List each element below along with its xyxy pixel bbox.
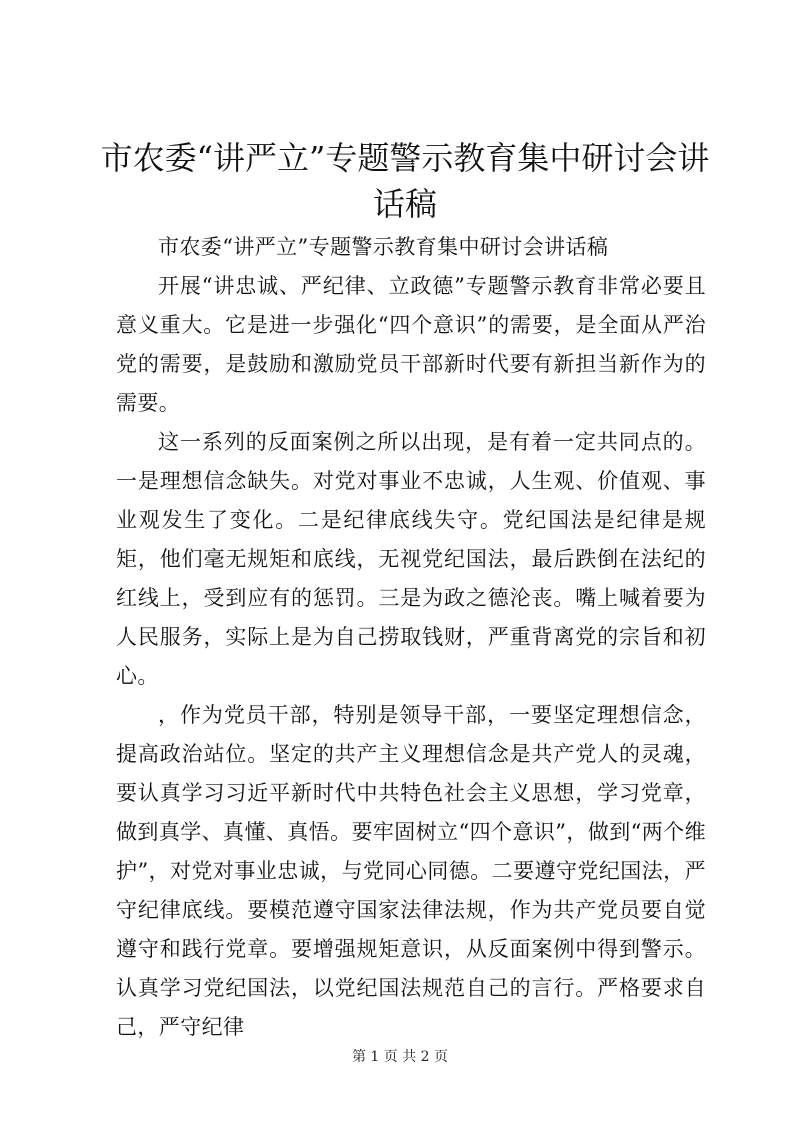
body-paragraph: 开展“讲忠诚、严纪律、立政德”专题警示教育非常必要且意义重大。它是进一步强化“四个意识”的需要，是全面从严治党的需要，是鼓励和激励党员干部新时代要有新担当新作为的需要。 <box>116 274 706 415</box>
body-paragraph: 这一系列的反面案例之所以出现，是有着一定共同点的。一是理想信念缺失。对党对事业不忠诚，人生观、价值观、事业观发生了变化。二是纪律底线失守。党纪国法是纪律是规矩，他们毫无规矩和底线，无视党纪国法，最后跌倒在法纪的红线上，受到应有的惩罚。三是为政之德沦丧。嘴上喊着要为人民服务，实际上是为自己捞取钱财，严重背离党的宗旨和初心。 <box>116 430 706 688</box>
document-body <box>116 228 706 1047</box>
page-number-footer: 第 1 页 共 2 页 <box>351 1049 449 1065</box>
document-title: 市农委“讲严立”专题警示教育集中研讨会讲话稿 <box>100 139 710 223</box>
subtitle-paragraph: 市农委“讲严立”专题警示教育集中研讨会讲话稿 <box>158 235 609 259</box>
body-paragraph: ，作为党员干部，特别是领导干部，一要坚定理想信念，提高政治站位。坚定的共产主义理想信念是共产党人的灵魂，要认真学习习近平新时代中共特色社会主义思想，学习党章，做到真学、真懂、真悟。要牢固树立“四个意识”，做到“两个维护”，对党对事业忠诚，与党同心同德。二要遵守党纪国法，严守纪律底线。要模范遵守国家法律法规，作为共产党员要自觉遵守和践行党章。要增强规矩意识，从反面案例中得到警示。认真学习党纪国法，以党纪国法规范自己的言行。严格要求自己，严守纪律 <box>116 703 706 1039</box>
